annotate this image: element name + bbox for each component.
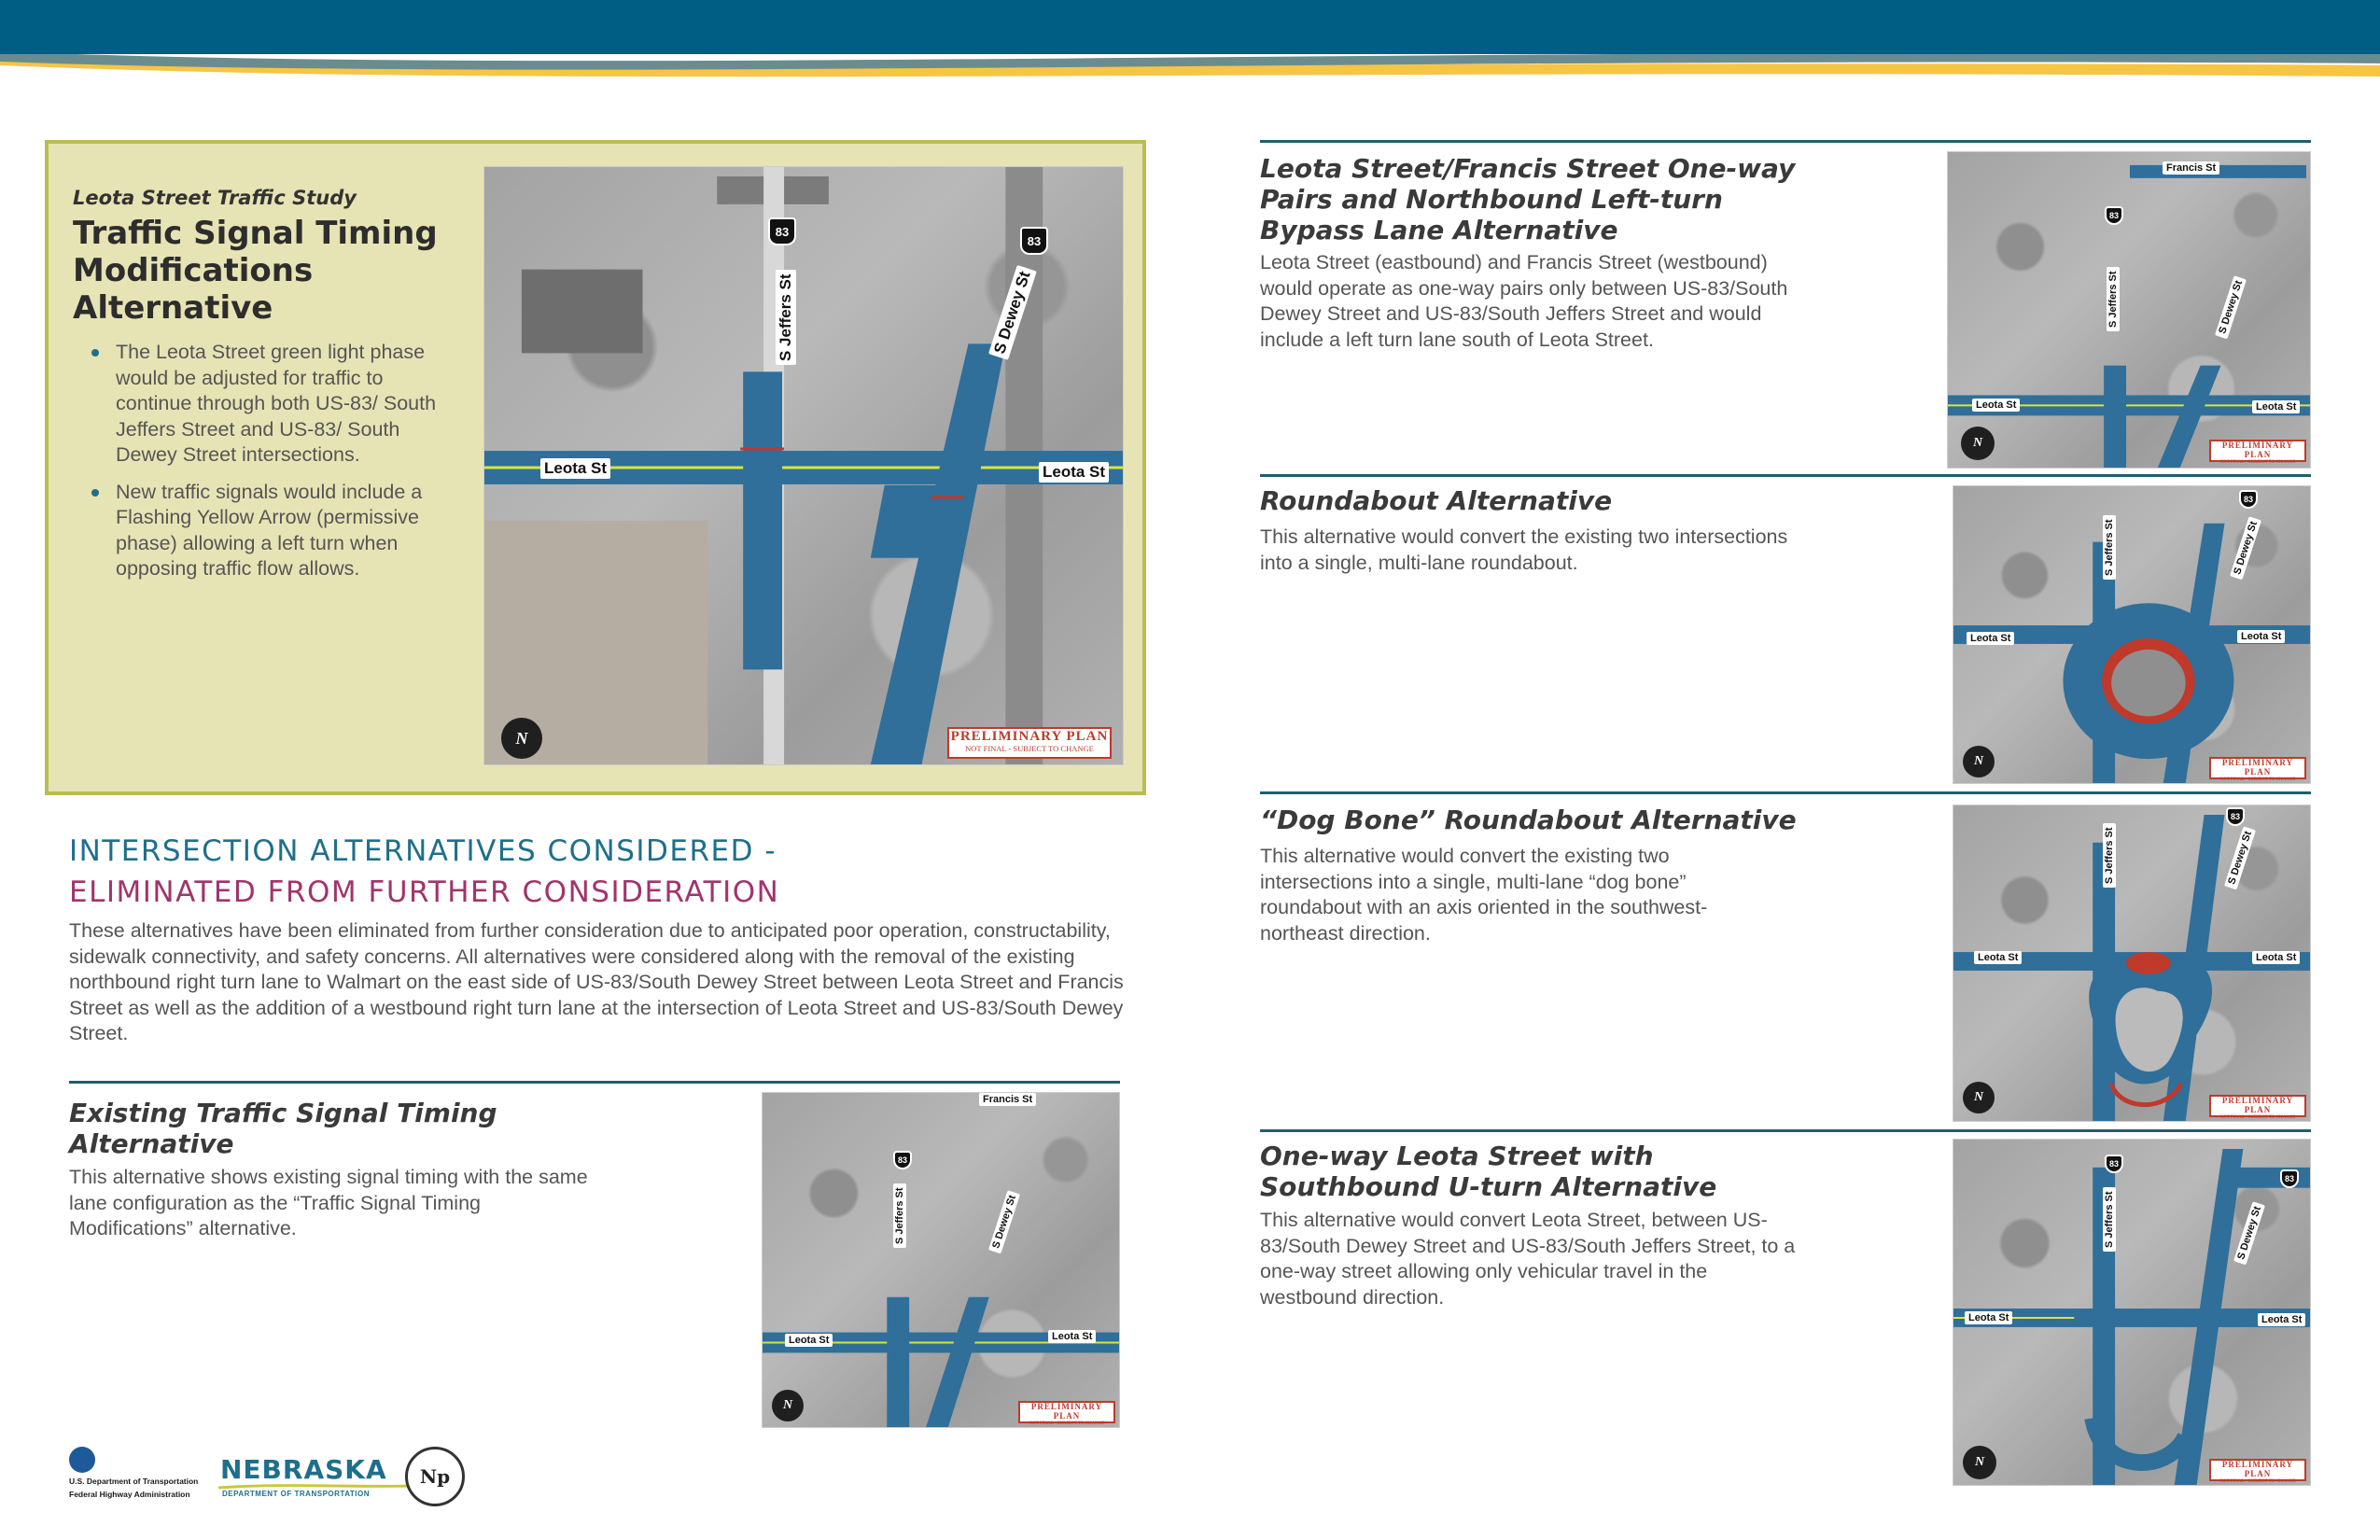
section-intro: These alternatives have been eliminated from further consideration due to anticipated poor operation, constructability, sidewalk connectivity, and safety concerns. All alternatives were considered along with the removal of the existing northbound right turn lane to Walmart on the east side of US-83/South Dewey Street between Leota Street and Francis Street as well as the addition of a westbound right turn lane at the intersection of Leota Street and US-83/South Dewey Street. [69, 919, 1124, 1044]
feature-panel [45, 140, 1146, 795]
map-label-jeffers: S Jeffers St [2103, 823, 2116, 888]
alt-desc-one-way-pairs: Leota Street (eastbound) and Francis Street (westbound) would operate as one-way pairs only between US-83/South Dewey Street and US-83/South Jeffers Street and would include a left turn lane south of Leota Street. [1260, 251, 1788, 351]
map-label-leota-east: Leota St [1048, 1330, 1096, 1343]
ndot-subtitle: DEPARTMENT OF TRANSPORTATION [222, 1490, 370, 1498]
alt-title-existing: Existing Traffic Signal Timing Alternative [69, 1098, 497, 1159]
feature-bullet-list [73, 340, 446, 594]
map-label-jeffers: S Jeffers St [2103, 1187, 2116, 1252]
north-arrow-icon: N [501, 718, 542, 759]
alt-divider [1260, 474, 2311, 477]
alt-divider [1260, 791, 2311, 794]
alt-map-one-way-leota [1953, 1139, 2311, 1486]
alt-desc-one-way-leota: This alternative would convert Leota Street, between US-83/South Dewey Street and US-83/South Jeffers Street, to a one-way street allowing only vehicular travel in the westbound direction. [1260, 1209, 1796, 1309]
alt-map-roundabout [1953, 485, 2311, 784]
route-83-shield: 83 [2105, 206, 2123, 225]
map-label-leota-east: Leota St [2252, 400, 2300, 413]
ndot-wordmark: NEBRASKA [220, 1454, 387, 1485]
feature-title: Traffic Signal Timing Modifications Alternative [73, 215, 438, 327]
preliminary-plan-stamp: PRELIMINARY PLAN NOT FINAL - SUBJECT TO CHANGE [2209, 440, 2306, 462]
north-arrow-icon: N [1961, 427, 1995, 460]
route-83-shield: 83 [2239, 490, 2258, 509]
map-label-leota-west: Leota St [785, 1334, 833, 1347]
map-label-leota-east: Leota St [2252, 951, 2300, 964]
map-label-leota-west: Leota St [1974, 951, 2022, 964]
north-arrow-icon: N [772, 1390, 804, 1421]
alt-map-one-way-pairs [1947, 151, 2311, 469]
map-label-francis: Francis St [979, 1093, 1036, 1106]
usdot-name: U.S. Department of Transportation [69, 1477, 199, 1486]
route-83-shield: 83 [2226, 807, 2245, 826]
header-banner [0, 0, 2380, 89]
alt-map-dog-bone [1953, 805, 2311, 1122]
study-eyebrow: Leota Street Traffic Study [73, 187, 357, 209]
alt-title-roundabout: Roundabout Alternative [1260, 485, 1613, 516]
alt-desc-dog-bone: This alternative would convert the existing two intersections into a single, multi-lane “dog bone” roundabout with an axis oriented in the southwest-northeast direction. [1260, 845, 1708, 945]
feature-bullet: The Leota Street green light phase would be adjusted for traffic to continue through both US-83/ South Jeffers Street and US-83/ South Dewey Street intersections. [73, 340, 446, 469]
alt-desc-existing: This alternative shows existing signal timing with the same lane configuration as the “Traffic Signal Timing Modifications” alternative. [69, 1166, 588, 1239]
route-83-shield: 83 [1020, 227, 1048, 255]
map-label-dewey: S Dewey St [2224, 826, 2256, 889]
section-title-line1: INTERSECTION ALTERNATIVES CONSIDERED - [69, 834, 777, 868]
alt-title-dog-bone: “Dog Bone” Roundabout Alternative [1260, 805, 1797, 835]
nebraska-seal-logo: Np [405, 1447, 465, 1506]
map-label-jeffers: S Jeffers St [2107, 267, 2120, 331]
preliminary-plan-stamp: PRELIMINARY PLAN NOT FINAL - SUBJECT TO CHANGE [2209, 757, 2306, 779]
map-label-leota-west: Leota St [1972, 399, 2020, 412]
alt-divider [1260, 140, 2311, 143]
fhwa-name: Federal Highway Administration [69, 1490, 190, 1499]
north-arrow-icon: N [1963, 746, 1995, 777]
footer-logos [69, 1447, 480, 1512]
feature-map [483, 166, 1124, 765]
map-label-dewey: S Dewey St [2215, 275, 2247, 339]
section-title-line2: ELIMINATED FROM FURTHER CONSIDERATION [69, 875, 780, 909]
preliminary-plan-stamp: PRELIMINARY PLAN NOT FINAL - SUBJECT TO CHANGE [2209, 1095, 2306, 1117]
preliminary-plan-stamp: PRELIMINARY PLAN NOT FINAL - SUBJECT TO CHANGE [1018, 1401, 1115, 1423]
alt-desc-roundabout: This alternative would convert the existing two intersections into a single, multi-lane roundabout. [1260, 525, 1788, 574]
alt-title-one-way-leota: One-way Leota Street with Southbound U-turn Alternative [1260, 1141, 1717, 1202]
north-arrow-icon: N [1963, 1446, 1996, 1479]
map-label-francis: Francis St [2163, 161, 2219, 175]
north-arrow-icon: N [1963, 1082, 1995, 1113]
preliminary-plan-stamp: PRELIMINARY PLAN NOT FINAL - SUBJECT TO CHANGE [2209, 1459, 2306, 1481]
route-83-shield: 83 [2280, 1169, 2299, 1188]
usdot-logo-icon [69, 1447, 95, 1473]
alt-divider [1260, 1129, 2311, 1132]
preliminary-plan-stamp: PRELIMINARY PLAN NOT FINAL - SUBJECT TO CHANGE [947, 727, 1112, 759]
map-label-leota-east: Leota St [2237, 630, 2285, 643]
alt-map-existing [762, 1092, 1120, 1428]
map-label-dewey: S Dewey St [988, 1190, 1020, 1253]
map-label-leota-west: Leota St [1967, 632, 2014, 645]
map-label-jeffers: S Jeffers St [2103, 515, 2116, 580]
alt-divider [69, 1081, 1120, 1084]
route-83-shield: 83 [893, 1151, 912, 1169]
alt-title-one-way-pairs: Leota Street/Francis Street One-way Pairs and Northbound Left-turn Bypass Lane Alternative [1260, 153, 1796, 245]
route-83-shield: 83 [2105, 1155, 2123, 1173]
label-dewey: S Dewey St [988, 265, 1037, 360]
feature-bullet: New traffic signals would include a Flashing Yellow Arrow (permissive phase) allowing a left turn when opposing traffic flow allows. [73, 480, 446, 582]
label-leota-east: Leota St [1039, 462, 1109, 483]
map-label-dewey: S Dewey St [2233, 1201, 2265, 1265]
label-leota-west: Leota St [540, 458, 610, 479]
route-83-shield: 83 [768, 217, 796, 245]
map-label-leota-west: Leota St [1965, 1311, 2012, 1324]
map-label-dewey: S Dewey St [2230, 516, 2261, 580]
map-label-leota-east: Leota St [2258, 1313, 2305, 1326]
label-jeffers: S Jeffers St [776, 270, 796, 365]
map-label-jeffers: S Jeffers St [893, 1183, 906, 1248]
